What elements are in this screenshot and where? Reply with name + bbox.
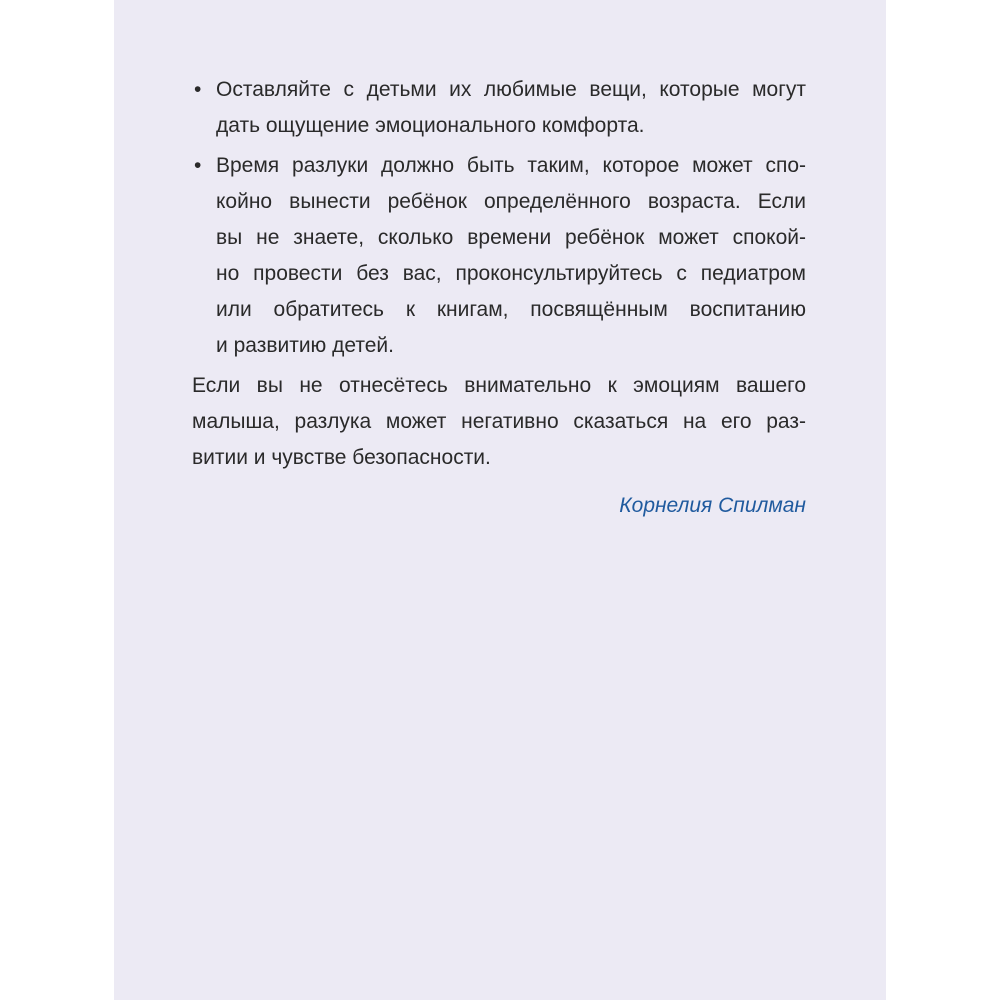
text-line: витии и чувстве безопасности. [192,446,491,469]
text-line: малыша, разлука может негативно сказаться на его раз- [192,410,806,433]
text-line: или обратитесь к книгам, посвящённым воспитанию [216,298,806,321]
bullet-marker: • [194,78,202,101]
text-line: Оставляйте с детьми их любимые вещи, которые могут [216,78,806,101]
text-line: койно вынести ребёнок определённого возраста. Если [216,190,806,213]
book-page [114,0,886,1000]
bullet-item-1 [192,72,806,144]
text-line: Если вы не отнесётесь внимательно к эмоциям вашего [192,374,806,397]
text-line: вы не знаете, сколько времени ребёнок может спокой- [216,226,806,249]
text-line: Время разлуки должно быть таким, которое может спо- [216,154,806,177]
text-line: и развитию детей. [216,334,394,357]
bullet-item-2 [192,148,806,364]
author-signature: Корнелия Спилман [619,494,806,517]
bullet-marker: • [194,154,202,177]
page-content [192,72,806,524]
bullet-list [192,72,806,364]
text-line: но провести без вас, проконсультируйтесь с педиатром [216,262,806,285]
text-line: дать ощущение эмоционального комфорта. [216,114,645,137]
body-paragraph [192,368,806,476]
